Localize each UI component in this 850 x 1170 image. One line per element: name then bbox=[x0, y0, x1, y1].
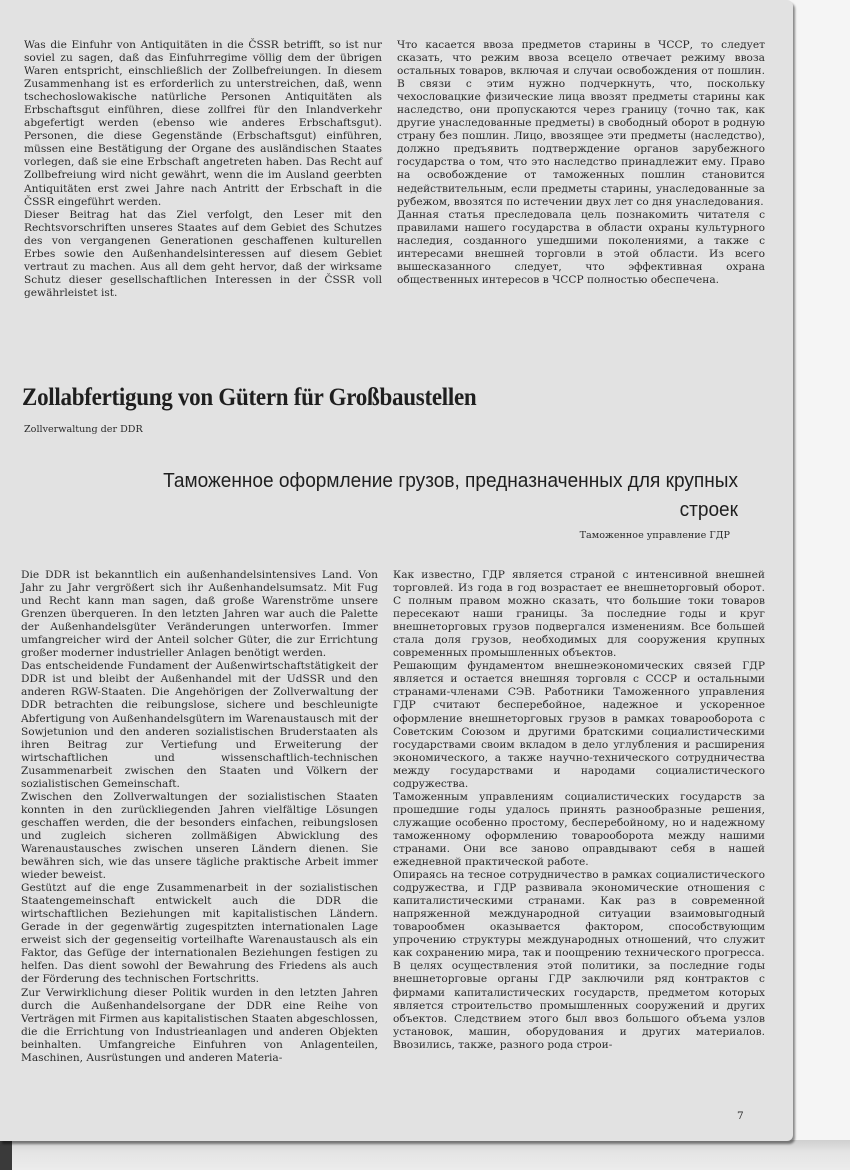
previous-article-russian-column bbox=[397, 39, 765, 287]
page-number: 7 bbox=[737, 1110, 744, 1122]
paragraph: Данная статья преследовала цель познакомить читателя с правилами нашего государства в области охраны культурного наследия, созданного ушедшими поколениями, а также с интересами внешней торговли в этой области. Из всего вышесказанного следует, что эффективная охрана общественных интересов в ЧССР полностью обеспечена. bbox=[397, 208, 765, 286]
paragraph: Опираясь на тесное сотрудничество в рамках социалистического содружества, и ГДР развивала экономические отношения с капиталистическими странами. Как раз в современной напряженной международной ситуации взаимовыгодный товарообмен оказывается фактором, способствующим упрочению структуры международных отношений, что служит как сохранению мира, так и поощрению технического прогресса. bbox=[393, 869, 765, 960]
paragraph: Таможенным управлениям социалистических государств за прошедшие годы удалось принять разнообразные решения, служащие особенно простому, бесперебойному, но и надежному таможенному оформлению товарооборота между нашими странами. Они все заново оправдывают себя в нашей ежедневной практической работе. bbox=[393, 790, 765, 869]
article-author-russian: Таможенное управление ГДР bbox=[579, 530, 730, 541]
previous-article-german-column bbox=[24, 39, 382, 300]
article-german-column bbox=[21, 569, 378, 1065]
article-title-german: Zollabfertigung von Gütern für Großbaustellen bbox=[22, 384, 477, 411]
article-russian-column bbox=[393, 569, 765, 1052]
paragraph: Die DDR ist bekanntlich ein außenhandelsintensives Land. Von Jahr zu Jahr vergrößert sich ihr Außenhandelsumsatz. Mit Fug und Recht kann man sagen, daß große Warenströme unsere Grenzen überqueren. In den letzten Jahren war auch die Palette der Außenhandelsgüter Veränderungen unterworfen. Immer umfangreicher wird der Anteil solcher Güter, die zur Errichtung großer moderner industrieller Anlagen benötigt werden. bbox=[21, 569, 378, 660]
paragraph: Gestützt auf die enge Zusammenarbeit in der sozialistischen Staatengemeinschaft entwickelt auch die DDR die wirtschaftlichen Beziehungen mit kapitalistischen Ländern. Gerade in der gegenwärtig zugespitzten internationalen Lage erweist sich der gegenseitig vorteilhafte Warenaustausch als ein Faktor, das Gefüge der internationalen Beziehungen festigen zu helfen. Das dient sowohl der Bewahrung des Friedens als auch der Förderung des technischen Fortschritts. bbox=[21, 882, 378, 986]
article-author-german: Zollverwaltung der DDR bbox=[24, 424, 143, 435]
paragraph: Что касается ввоза предметов старины в ЧССР, то следует сказать, что режим ввоза всецело отвечает режиму ввоза остальных товаров, включая и случаи освобождения от пошлин. В связи с этим нужно подчеркнуть, что, поскольку чехословацкие физические лица ввозят предметы старины как наследство, они пропускаются через границу (точно так, как другие унаследованные предметы) в свободный оборот в родную страну без пошлин. Лицо, ввозящее эти предметы (наследство), должно предъявить подтверждение органов зарубежного государства о том, что это наследство принадлежит ему. Право на освобождение от таможенных пошлин становится недействительным, если предметы старины, унаследованные за рубежом, ввозятся по истечении двух лет со дня унаследования. bbox=[397, 39, 765, 208]
paragraph: В целях осуществления этой политики, за последние годы внешнеторговые органы ГДР заключили ряд контрактов с фирмами капиталистических государств, предметом которых является строительство промышленных сооружений и других объектов. Следствием этого был ввоз большого объема узлов установок, машин, оборудования и других материалов. Ввозились, также, разного рода строи- bbox=[393, 960, 765, 1051]
paragraph: Zur Verwirklichung dieser Politik wurden in den letzten Jahren durch die Außenhandelsorgane der DDR eine Reihe von Verträgen mit Firmen aus kapitalistischen Staaten abgeschlossen, die die Errichtung von Industrieanlagen und anderen Objekten beinhalten. Umfangreiche Einfuhren von Anlagenteilen, Maschinen, Ausrüstungen und anderen Materia- bbox=[21, 986, 378, 1064]
paragraph: Dieser Beitrag hat das Ziel verfolgt, den Leser mit den Rechtsvorschriften unseres Staates auf dem Gebiet des Schutzes des von vergangenen Generationen geschaffenen kulturellen Erbes sowie den Außenhandelsinteressen auf diesem Gebiet vertraut zu machen. Aus all dem geht hervor, daß der wirksame Schutz dieser gesellschaftlichen Interessen in der ČSSR voll gewährleistet ist. bbox=[24, 208, 382, 299]
scanner-background bbox=[0, 1140, 850, 1170]
paragraph: Как известно, ГДР является страной с интенсивной внешней торговлей. Из года в год возрастает ее внешнеторговый оборот. С полным правом можно сказать, что большие токи товаров пересекают наши границы. За последние годы и круг внешнеторговых грузов подвергался изменениям. Все большей стала доля грузов, необходимых для сооружения крупных современных промышленных объектов. bbox=[393, 569, 765, 660]
scanner-shadow bbox=[0, 1140, 12, 1170]
paragraph: Das entscheidende Fundament der Außenwirtschaftstätigkeit der DDR ist und bleibt der Außenhandel mit der UdSSR und den anderen RGW-Staaten. Die Angehörigen der Zollverwaltung der DDR betrachten die reibungslose, sichere und beschleunigte Abfertigung von Außenhandelsgütern im Warenaustausch mit der Sowjetunion und den anderen sozialistischen Bruderstaaten als ihren Beitrag zur Vertiefung und Erweiterung der wirtschaftlichen und wissenschaftlich-technischen Zusammenarbeit zwischen den Staaten und Völkern der sozialistischen Gemeinschaft. bbox=[21, 660, 378, 790]
paragraph: Was die Einfuhr von Antiquitäten in die ČSSR betrifft, so ist nur soviel zu sagen, daß das Einfuhrregime völlig dem der übrigen Waren entspricht, einschließlich der Zollbefreiungen. In diesem Zusammenhang ist es erforderlich zu unterstreichen, daß, wenn tschechoslowakische natürliche Personen Antiquitäten als Erbschaftsgut einführen, diese zollfrei für den Inlandverkehr abgefertigt werden (ebenso wie anderes Erbschaftsgut). Personen, die diese Gegenstände (Erbschaftsgut) einführen, müssen eine Bestätigung der Organe des ausländischen Staates vorlegen, daß sie eine Erbschaft angetreten haben. Das Recht auf Zollbefreiung wird nicht gewährt, wenn die im Ausland geerbten Antiquitäten erst zwei Jahre nach Antritt der Erbschaft in die ČSSR eingeführt werden. bbox=[24, 39, 382, 208]
paragraph: Решающим фундаментом внешнеэкономических связей ГДР является и остается внешняя торговля с СССР и остальными странами-членами СЭВ. Работники Таможенного управления ГДР считают бесперебойное, надежное и ускоренное оформление внешнеторговых грузов в рамках товарооборота с Советским Союзом и другими братскими социалистическими государствами своим вкладом в дело углубления и расширения экономического, а также научно-технического сотрудничества между государствами и народами социалистического содружества. bbox=[393, 660, 765, 790]
article-title-russian: Таможенное оформление грузов, предназначенных для крупных строек bbox=[163, 469, 739, 521]
paragraph: Zwischen den Zollverwaltungen der sozialistischen Staaten konnten in den zurückliegenden Jahren vielfältige Lösungen geschaffen werden, die der besonders einfachen, reibungslosen und zugleich sicheren zollmäßigen Abwicklung des Warenaustausches zwischen unseren Ländern dienen. Sie bewähren sich, wie das unsere tägliche praktische Arbeit immer wieder beweist. bbox=[21, 790, 378, 882]
